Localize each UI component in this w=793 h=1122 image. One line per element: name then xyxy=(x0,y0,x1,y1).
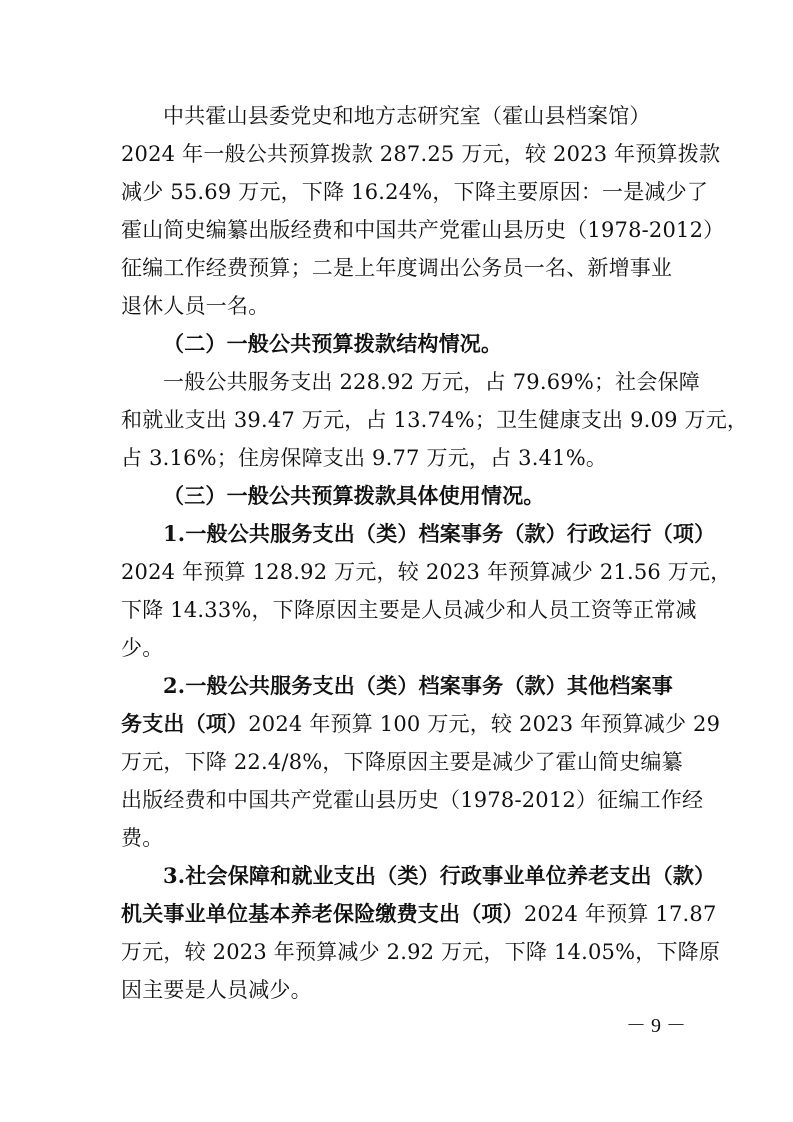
para2-line-2: 和就业支出 39.47 万元，占 13.74%；卫生健康支出 9.09 万元， xyxy=(121,408,749,432)
item2-line-3: 万元，下降 22.4/8%，下降原因主要是减少了霍山简史编纂 xyxy=(121,750,683,774)
para1-line-2: 2024 年一般公共预算拨款 287.25 万元，较 2023 年预算拨款 xyxy=(121,142,721,166)
item2-line2-bold: 务支出（项） xyxy=(121,711,249,736)
item3-line-4: 因主要是人员减少。 xyxy=(121,978,312,1002)
para2-line-1: 一般公共服务支出 228.92 万元，占 79.69%；社会保障 xyxy=(163,370,700,394)
para1-line-6: 退休人员一名。 xyxy=(121,294,270,318)
item1-line-3: 少。 xyxy=(121,636,164,660)
section-heading-3: （三）一般公共预算拨款具体使用情况。 xyxy=(163,483,545,508)
page-number: － 9 － xyxy=(626,1015,686,1037)
item2-line-2 xyxy=(121,711,721,737)
item3-title: 3.社会保障和就业支出（类）行政事业单位养老支出（款） xyxy=(163,863,716,888)
item2-line-5: 费。 xyxy=(121,826,164,850)
para2-line-3: 占 3.16%；住房保障支出 9.77 万元，占 3.41%。 xyxy=(121,446,608,470)
item1-line-1: 2024 年预算 128.92 万元，较 2023 年预算减少 21.56 万元， xyxy=(121,560,732,584)
para1-line-5: 征编工作经费预算；二是上年度调出公务员一名、新增事业 xyxy=(121,256,673,280)
item2-line-4: 出版经费和中国共产党霍山县历史（1978-2012）征编工作经 xyxy=(121,788,704,812)
item3-line2-bold: 机关事业单位基本养老保险缴费支出（项） xyxy=(121,901,524,926)
section-heading-2: （二）一般公共预算拨款结构情况。 xyxy=(163,331,503,356)
item2-title: 2.一般公共服务支出（类）档案事务（款）其他档案事 xyxy=(163,673,673,698)
item3-line-3: 万元，较 2023 年预算减少 2.92 万元，下降 14.05%，下降原 xyxy=(121,940,721,964)
para1-line-1: 中共霍山县委党史和地方志研究室（霍山县档案馆） xyxy=(163,104,651,128)
item1-title: 1.一般公共服务支出（类）档案事务（款）行政运行（项） xyxy=(163,521,716,546)
para1-line-3: 减少 55.69 万元，下降 16.24%，下降主要原因：一是减少了 xyxy=(121,180,709,204)
item1-line-2: 下降 14.33%，下降原因主要是人员减少和人员工资等正常减 xyxy=(121,598,697,622)
item2-line2-rest: 2024 年预算 100 万元，较 2023 年预算减少 29 xyxy=(248,712,721,736)
para1-line-4: 霍山简史编纂出版经费和中国共产党霍山县历史（1978-2012） xyxy=(121,218,725,242)
item3-line2-rest: 2024 年预算 17.87 xyxy=(523,902,717,926)
item3-line-2 xyxy=(121,901,717,927)
